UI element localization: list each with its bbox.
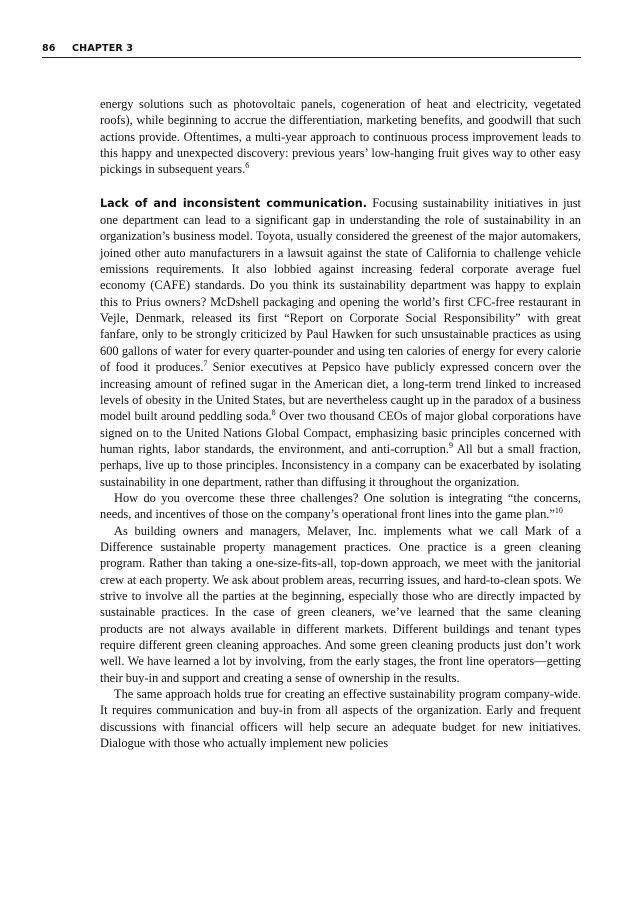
- footnote-ref-10: 10: [554, 506, 563, 516]
- footnote-ref-6: 6: [245, 161, 250, 171]
- footnote-ref-8: 8: [271, 408, 276, 418]
- paragraph-2-text-a: Focusing sustainability initiatives in just one department can lead to a significant gap in understanding the role of sustainability in an organization’s business model. Toyota, usually considered the greenest of the major automakers, joined other auto manufacturers in a lawsuit against the state of California to challenge vehicle emissions requirements. It also lobbied against increasing federal corporate average fuel economy (CAFE) standards. Do you think its sustainability department was happy to explain this to Prius owners? McDshell packaging and opening the world’s first CFC-free restaurant in Vejle, Denmark, released its first “Report on Corporate Social Responsibility” with great fanfare, only to be strongly criticized by Paul Hawken for such unsustainable practices as using 600 gallons of water for every quarter-pounder and using ten calories of energy for every calorie of food it produces.: [100, 195, 581, 375]
- paragraph-1: [100, 96, 581, 178]
- chapter-label: CHAPTER 3: [72, 43, 134, 54]
- footnote-ref-7: 7: [203, 359, 208, 369]
- header-rule: [42, 57, 581, 58]
- paragraph-5-text: The same approach holds true for creating an effective sustainability program company-wide. It requires communication and buy-in from all aspects of the organization. Early and frequent discussions with financial officers will help secure an adequate budget for new initiatives. Dialogue with those who actually implement new policies: [100, 687, 581, 751]
- paragraph-2-text-d: All but a small fraction, perhaps, live up to those principles. Inconsistency in a company can be exacerbated by isolating sustainability in one department, rather than diffusing it throughout the organization.: [100, 441, 582, 489]
- body-text: [100, 96, 581, 751]
- running-head: [42, 43, 581, 55]
- section-heading: Lack of and inconsistent communication.: [100, 196, 367, 210]
- page-number: 86: [42, 43, 56, 54]
- paragraph-3-text: How do you overcome these three challenges? One solution is integrating “the concerns, needs, and incentives of those on the company’s operational front lines into the game plan.”: [100, 490, 581, 522]
- paragraph-5: [100, 686, 581, 751]
- footnote-ref-9: 9: [448, 440, 453, 450]
- paragraph-2-text-b: Senior executives at Pepsico have publicly expressed concern over the increasing amount of refined sugar in the American diet, a long-term trend linked to increased levels of obesity in the United States, but are nevertheless caught up in the paradox of a business model built around peddling soda.: [100, 360, 581, 424]
- paragraph-2-text-c: Over two thousand CEOs of major global corporations have signed on to the United Nations Global Compact, emphasizing basic principles concerned with human rights, labor standards, the environment, and anti-corruption.: [100, 409, 581, 456]
- paragraph-4: [100, 523, 581, 686]
- paragraph-1-text: energy solutions such as photovoltaic panels, cogeneration of heat and electricity, vegetated roofs), while beginning to accrue the differentiation, marketing benefits, and goodwill that such actions provide. Oftentimes, a multi-year approach to continuous process improvement leads to this happy and unexpected discovery: previous years’ low-hanging fruit gives way to other easy pickings in subsequent years.: [100, 97, 581, 177]
- paragraph-4-text: As building owners and managers, Melaver, Inc. implements what we call Mark of a Difference sustainable property management practices. One practice is a green cleaning program. Rather than taking a one-size-fits-all, top-down approach, we meet with the janitorial crew at each property. We ask about problem areas, recurring issues, and hard-to-clean spots. We strive to involve all the parties at the beginning, especially those who are directly impacted by sustainable practices. In the case of green cleaners, we’ve learned that the same cleaning products are not always available in different markets. Different buildings and tenant types require different green cleaning approaches. And some green cleaning products just don’t work well. We have learned a lot by involving, from the early stages, the front line operators—getting their buy-in and support and creating a sense of ownership in the results.: [100, 523, 581, 685]
- paragraph-2: [100, 195, 581, 490]
- paragraph-3: [100, 490, 581, 523]
